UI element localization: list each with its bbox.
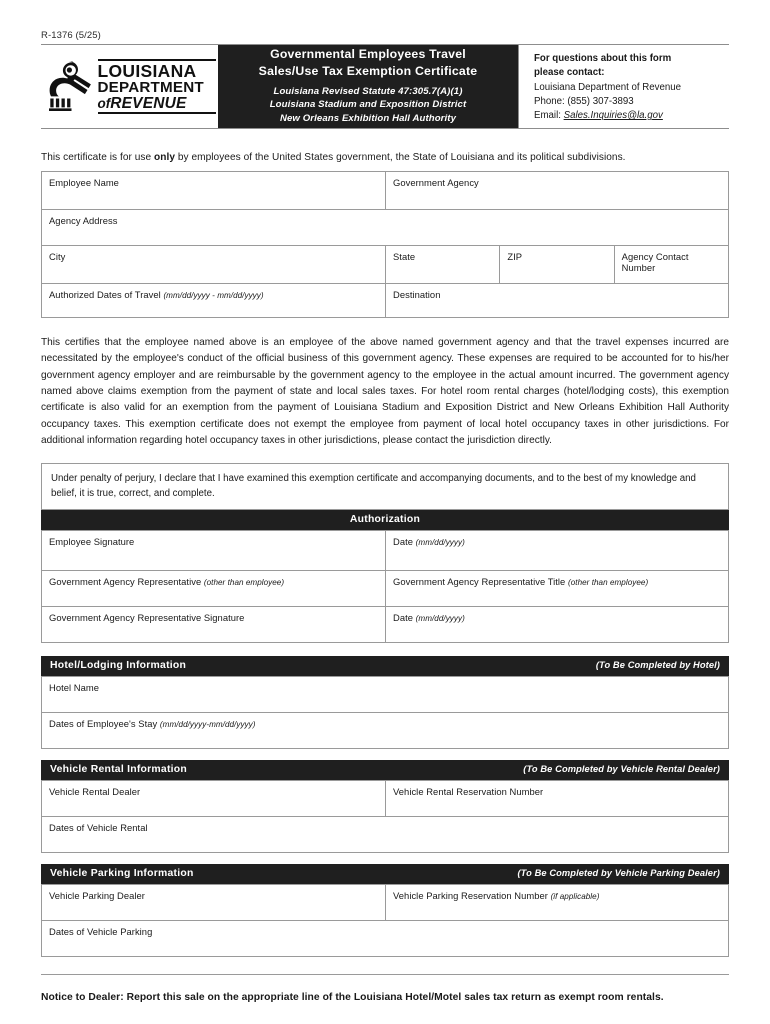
table-row bbox=[42, 571, 729, 607]
agency-rep-title-label: Government Agency Representative Title bbox=[393, 576, 566, 588]
field-city[interactable]: City bbox=[42, 246, 386, 284]
date-label: Date bbox=[393, 536, 414, 548]
intro-before: This certificate is for use bbox=[41, 152, 155, 163]
agency-rep-title-note: (other than employee) bbox=[567, 578, 649, 588]
section-spacer bbox=[41, 749, 729, 760]
field-agency-address[interactable]: Agency Address bbox=[42, 210, 729, 246]
contact-heading-line1: For questions about this form bbox=[534, 53, 672, 64]
wordmark-revenue: REVENUE bbox=[110, 94, 187, 112]
parking-reservation-label: Vehicle Parking Reservation Number bbox=[393, 890, 548, 902]
perjury-statement: Under penalty of perjury, I declare that I have examined this exemption certificate and accompanying documents, and to the best of my knowledge and belief, it is true, correct, and complete. bbox=[41, 463, 729, 510]
field-authorized-dates-of-travel[interactable] bbox=[42, 284, 386, 318]
form-subtitle bbox=[270, 85, 467, 125]
wordmark-department: DEPARTMENT bbox=[97, 79, 204, 97]
field-vehicle-parking-reservation-number[interactable] bbox=[386, 885, 729, 921]
contact-department: Louisiana Department of Revenue bbox=[534, 81, 682, 93]
date-format-2: (mm/dd/yyyy) bbox=[415, 614, 465, 624]
table-row bbox=[42, 885, 729, 921]
employee-information-table bbox=[41, 171, 729, 318]
field-government-agency[interactable]: Government Agency bbox=[386, 172, 729, 210]
hotel-section-header bbox=[41, 656, 729, 676]
agency-rep-label: Government Agency Representative bbox=[49, 576, 202, 588]
table-row bbox=[42, 246, 729, 284]
form-header bbox=[41, 45, 729, 129]
table-row bbox=[42, 607, 729, 643]
table-row bbox=[42, 210, 729, 246]
table-row bbox=[42, 713, 729, 749]
contact-email-label: Email: bbox=[534, 110, 564, 121]
vehicle-parking-bar-note: (To Be Completed by Vehicle Parking Dealer) bbox=[517, 868, 720, 879]
form-subtitle-line3: New Orleans Exhibition Hall Authority bbox=[279, 112, 457, 124]
field-dates-of-stay[interactable] bbox=[42, 713, 729, 749]
stay-dates-label: Dates of Employee's Stay bbox=[49, 718, 158, 730]
contact-email-row bbox=[534, 109, 729, 123]
field-vehicle-rental-dealer[interactable]: Vehicle Rental Dealer bbox=[42, 781, 386, 817]
field-agency-representative-signature[interactable]: Government Agency Representative Signature bbox=[42, 607, 386, 643]
field-hotel-name[interactable]: Hotel Name bbox=[42, 677, 729, 713]
parking-reservation-note: (if applicable) bbox=[550, 892, 600, 902]
section-spacer bbox=[41, 643, 729, 656]
form-title-block bbox=[218, 45, 518, 128]
table-row bbox=[42, 781, 729, 817]
authorization-section-header bbox=[41, 510, 729, 530]
field-agency-representative-title[interactable] bbox=[386, 571, 729, 607]
vehicle-rental-section-header bbox=[41, 760, 729, 780]
field-zip[interactable]: ZIP bbox=[500, 246, 614, 284]
vehicle-parking-table bbox=[41, 884, 729, 957]
stay-dates-format: (mm/dd/yyyy-mm/dd/yyyy) bbox=[159, 720, 256, 730]
field-agency-contact-number[interactable]: Agency Contact Number bbox=[614, 246, 728, 284]
table-row bbox=[42, 531, 729, 571]
agency-logo bbox=[41, 45, 218, 128]
form-number: R-1376 (5/25) bbox=[41, 30, 101, 41]
vehicle-rental-bar-title: Vehicle Rental Information bbox=[50, 764, 187, 776]
table-row bbox=[42, 284, 729, 318]
field-employee-signature-date[interactable] bbox=[386, 531, 729, 571]
wordmark-of: of bbox=[97, 95, 111, 111]
agency-rep-note: (other than employee) bbox=[203, 578, 285, 588]
authorization-bar-title: Authorization bbox=[349, 514, 421, 526]
field-employee-signature[interactable]: Employee Signature bbox=[42, 531, 386, 571]
table-row bbox=[42, 921, 729, 957]
hotel-bar-title: Hotel/Lodging Information bbox=[50, 660, 187, 672]
authorized-dates-label: Authorized Dates of Travel bbox=[49, 289, 161, 300]
field-state[interactable]: State bbox=[386, 246, 500, 284]
vehicle-rental-table bbox=[41, 780, 729, 853]
vehicle-parking-section-header bbox=[41, 864, 729, 884]
field-destination[interactable]: Destination bbox=[386, 284, 729, 318]
field-dates-of-vehicle-rental[interactable]: Dates of Vehicle Rental bbox=[42, 817, 729, 853]
form-subtitle-line1: Louisiana Revised Statute 47:305.7(A)(1) bbox=[273, 86, 463, 98]
hotel-information-table bbox=[41, 676, 729, 749]
agency-wordmark bbox=[98, 59, 216, 114]
form-title-line2: Sales/Use Tax Exemption Certificate bbox=[258, 63, 478, 78]
section-spacer bbox=[41, 853, 729, 864]
field-dates-of-vehicle-parking[interactable]: Dates of Vehicle Parking bbox=[42, 921, 729, 957]
field-vehicle-parking-dealer[interactable]: Vehicle Parking Dealer bbox=[42, 885, 386, 921]
intro-after: by employees of the United States government, the State of Louisiana and its political subdivisions. bbox=[174, 152, 626, 163]
form-title-line1: Governmental Employees Travel bbox=[270, 47, 466, 62]
contact-email-link[interactable]: Sales.Inquiries@la.gov bbox=[563, 110, 663, 121]
footer-notice: Notice to Dealer: Report this sale on the appropriate line of the Louisiana Hotel/Motel sales tax return as exempt room rentals. bbox=[41, 992, 664, 1004]
contact-phone: Phone: (855) 307-3893 bbox=[534, 95, 634, 107]
date-label-2: Date bbox=[393, 612, 414, 624]
authorized-dates-format: (mm/dd/yyyy - mm/dd/yyyy) bbox=[163, 291, 264, 300]
date-format: (mm/dd/yyyy) bbox=[415, 538, 465, 548]
intro-text bbox=[41, 129, 729, 171]
wordmark-of-revenue bbox=[98, 96, 216, 112]
wordmark-rule-bottom bbox=[98, 112, 216, 114]
table-row bbox=[42, 172, 729, 210]
vehicle-parking-bar-title: Vehicle Parking Information bbox=[50, 868, 194, 880]
intro-only-emphasis: only bbox=[154, 152, 175, 163]
field-employee-name[interactable]: Employee Name bbox=[42, 172, 386, 210]
hotel-bar-note: (To Be Completed by Hotel) bbox=[595, 660, 720, 671]
table-row bbox=[42, 677, 729, 713]
contact-heading-line2: please contact: bbox=[534, 67, 605, 79]
certification-paragraph: This certifies that the employee named above is an employee of the above named government agency and that the travel expenses incurred are necessitated by the employee's conduct of the official business of this government agency. These expenses are required to be accounted for to his/her government agency employer and are reimbursable by the government agency to the employee in the actual amount incurred. The government agency named above claims exemption from the payment of state and local sales taxes. For hotel room rental charges (hotel/lodging costs), this exemption certificate is also valid for an exemption from the payment of Louisiana Stadium and Exposition District and New Orleans Exhibition Hall Authority occupancy taxes. This exemption certificate does not exempt the employee from payment of local hotel occupancy taxes in other jurisdictions. For additional information regarding hotel occupancy taxes in other jurisdictions, please contact the jurisdiction directly. bbox=[41, 337, 729, 447]
contact-block bbox=[518, 45, 729, 128]
authorization-table bbox=[41, 530, 729, 643]
wordmark-louisiana: LOUISIANA bbox=[97, 60, 197, 81]
field-agency-representative[interactable] bbox=[42, 571, 386, 607]
vehicle-rental-bar-note: (To Be Completed by Vehicle Rental Dealer) bbox=[523, 764, 720, 775]
field-vehicle-rental-reservation-number[interactable]: Vehicle Rental Reservation Number bbox=[386, 781, 729, 817]
field-agency-representative-date[interactable] bbox=[386, 607, 729, 643]
form-subtitle-line2: Louisiana Stadium and Exposition District bbox=[269, 99, 467, 111]
pelican-logo-icon bbox=[48, 60, 94, 112]
form-title bbox=[259, 46, 478, 79]
table-row bbox=[42, 817, 729, 853]
